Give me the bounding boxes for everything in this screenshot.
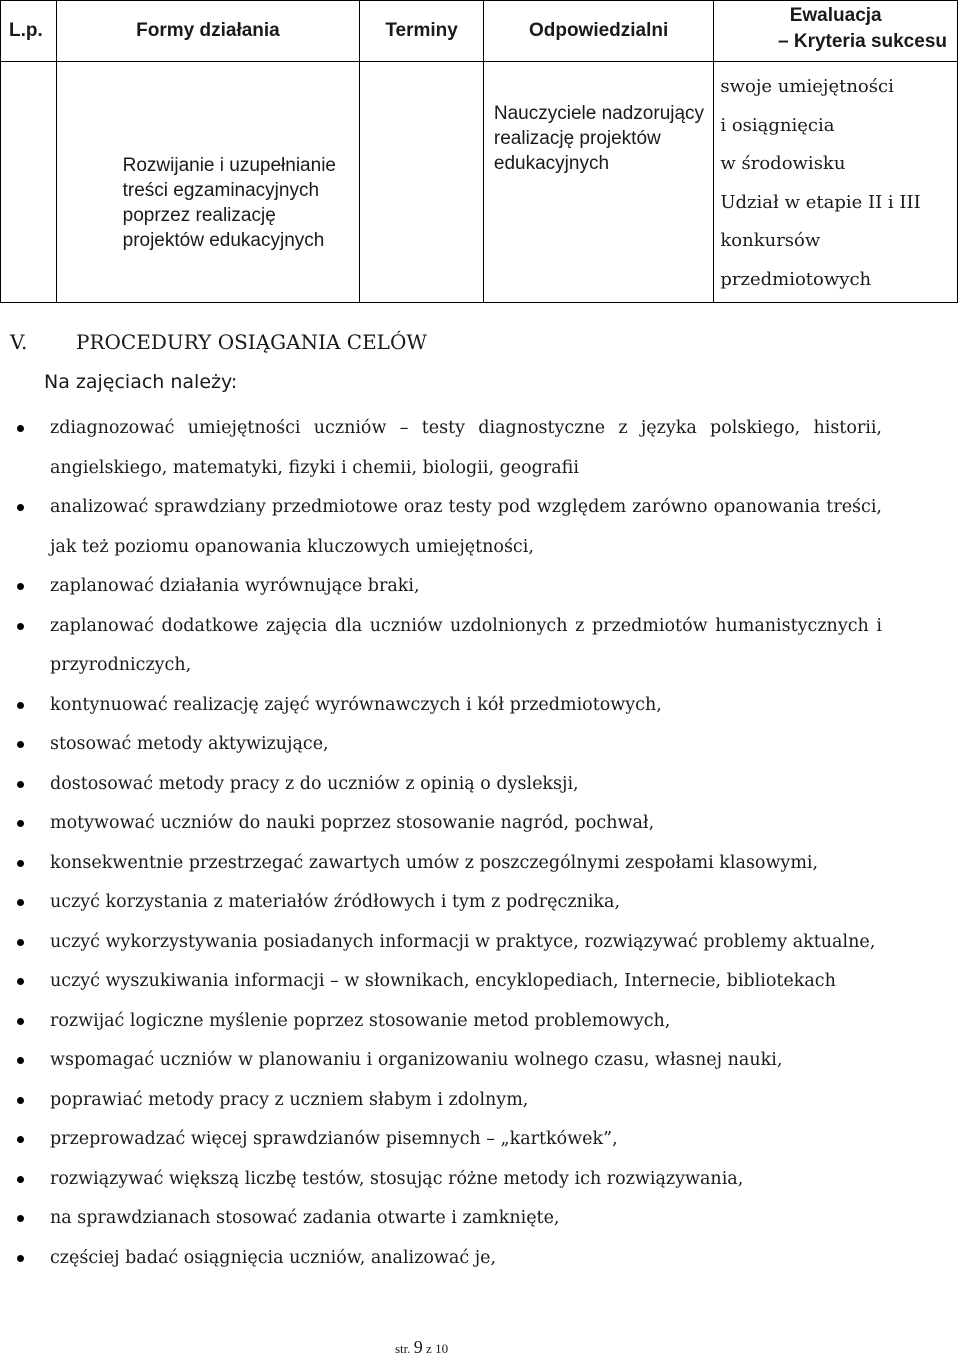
section-number: V. [10,330,28,354]
section-subtitle: Na zajęciach należy: [44,371,238,393]
header-terms: Terminy [360,1,484,62]
section-heading [10,330,427,354]
list-item [0,607,960,686]
header-criteria: – Kryteria sukcesu [778,31,947,52]
list-item [0,1160,960,1200]
list-item-text: przeprowadzać więcej sprawdzianów pisemnych – „kartkówek”, [50,1129,618,1149]
footer-total: 10 [435,1341,449,1356]
list-item-text: uczyć korzystania z materiałów źródłowych i tym z podręcznika, [50,892,621,912]
section-title: PROCEDURY OSIĄGANIA CELÓW [76,330,427,354]
list-item-text: konsekwentnie przestrzegać zawartych umów z poszczególnymi zespołami klasowymi, [50,852,819,873]
list-item [0,725,960,765]
list-item-text: rozwijać logiczne myślenie poprzez stosowanie metod problemowych, [50,1010,671,1031]
bullet-icon [17,623,24,630]
list-item-text: motywować uczniów do nauki poprzez stosowanie nagród, pochwał, [50,813,655,833]
list-item-text: rozwiązywać większą liczbę testów, stosując różne metody ich rozwiązywania, [50,1168,744,1189]
list-item-text: częściej badać osiągnięcia uczniów, analizować je, [50,1247,497,1268]
criteria-line: w środowisku [720,153,846,174]
bullet-icon [17,978,24,985]
bullet-icon [17,583,24,590]
list-item-text: zaplanować dodatkowe zajęcia dla uczniów uzdolnionych z przedmiotów humanistycznych i przyrodniczych, [50,615,882,675]
criteria-line: i osiągnięcia [720,114,835,136]
list-item-text: dostosować metody pracy z do uczniów z opinią o dysleksji, [50,773,579,794]
header-evaluation [714,1,958,62]
table-row [1,62,958,303]
list-item [0,567,960,607]
header-evaluation-title: Ewaluacja [789,5,882,26]
list-item-text: uczyć wyszukiwania informacji – w słownikach, encyklopediach, Internecie, bibliotekach [50,971,836,991]
bullet-icon [17,1176,24,1183]
criteria-list [714,62,957,299]
footer-prefix: str. [395,1341,411,1356]
bullet-icon [17,702,24,709]
cell-forms: Rozwijanie i uzupełnianie treści egzaminacyjnych poprzez realizację projektów edukacyjnych [56,62,360,303]
bullet-icon [17,899,24,906]
list-item [0,923,960,963]
table-header-row [1,1,958,62]
list-item-text: zaplanować działania wyrównujące braki, [50,576,420,596]
list-item-text: analizować sprawdziany przedmiotowe oraz testy pod względem zarówno opanowania treści, jak też poziomu opanowania kluczowych umiejętności, [50,497,882,557]
criteria-line: konkursów [720,230,821,251]
list-item [0,883,960,923]
bullet-icon [17,1255,24,1262]
bullet-icon [17,504,24,511]
list-item [0,488,960,567]
bullet-icon [17,1136,24,1143]
criteria-line: przedmiotowych [720,268,872,290]
cell-responsible: Nauczyciele nadzorujący realizację projektów edukacyjnych [483,62,713,303]
list-item-text: stosować metody aktywizujące, [50,734,329,754]
list-item-text: uczyć wykorzystywania posiadanych informacji w praktyce, rozwiązywać problemy aktualne, [50,931,876,952]
page-footer [395,1337,448,1358]
list-item [0,686,960,726]
procedures-list [0,409,960,1278]
footer-page-number: 9 [413,1337,423,1357]
footer-middle: z [426,1341,432,1356]
bullet-icon [17,1057,24,1064]
bullet-icon [17,1215,24,1222]
criteria-line: swoje umiejętności [720,76,894,97]
list-item [0,1002,960,1042]
header-responsible: Odpowiedzialni [483,1,713,62]
bullet-icon [17,820,24,827]
list-item [0,765,960,805]
header-lp: L.p. [1,1,57,62]
list-item [0,1199,960,1239]
list-item [0,1239,960,1279]
list-item-text: zdiagnozować umiejętności uczniów – testy diagnostyczne z języka polskiego, historii, angielskiego, matematyki, fizyki i chemii, biologii, geografii [50,418,882,478]
list-item-text: poprawiać metody pracy z uczniem słabym i zdolnym, [50,1089,529,1110]
list-item [0,1081,960,1121]
cell-criteria [714,62,958,303]
bullet-icon [17,939,24,946]
bullet-icon [17,1018,24,1025]
list-item [0,962,960,1002]
header-forms: Formy działania [56,1,360,62]
bullet-icon [17,781,24,788]
cell-terms [360,62,484,303]
bullet-icon [17,1097,24,1104]
criteria-line: Udział w etapie II i III [720,191,921,213]
list-item [0,1041,960,1081]
bullet-icon [17,425,24,432]
list-item [0,409,960,488]
bullet-icon [17,860,24,867]
list-item-text: kontynuować realizację zajęć wyrównawczych i kół przedmiotowych, [50,694,662,715]
plan-table [0,0,958,303]
list-item [0,804,960,844]
list-item [0,1120,960,1160]
cell-lp [1,62,57,303]
bullet-icon [17,741,24,748]
list-item [0,844,960,884]
list-item-text: na sprawdzianach stosować zadania otwarte i zamknięte, [50,1208,560,1228]
list-item-text: wspomagać uczniów w planowaniu i organizowaniu wolnego czasu, własnej nauki, [50,1050,783,1070]
